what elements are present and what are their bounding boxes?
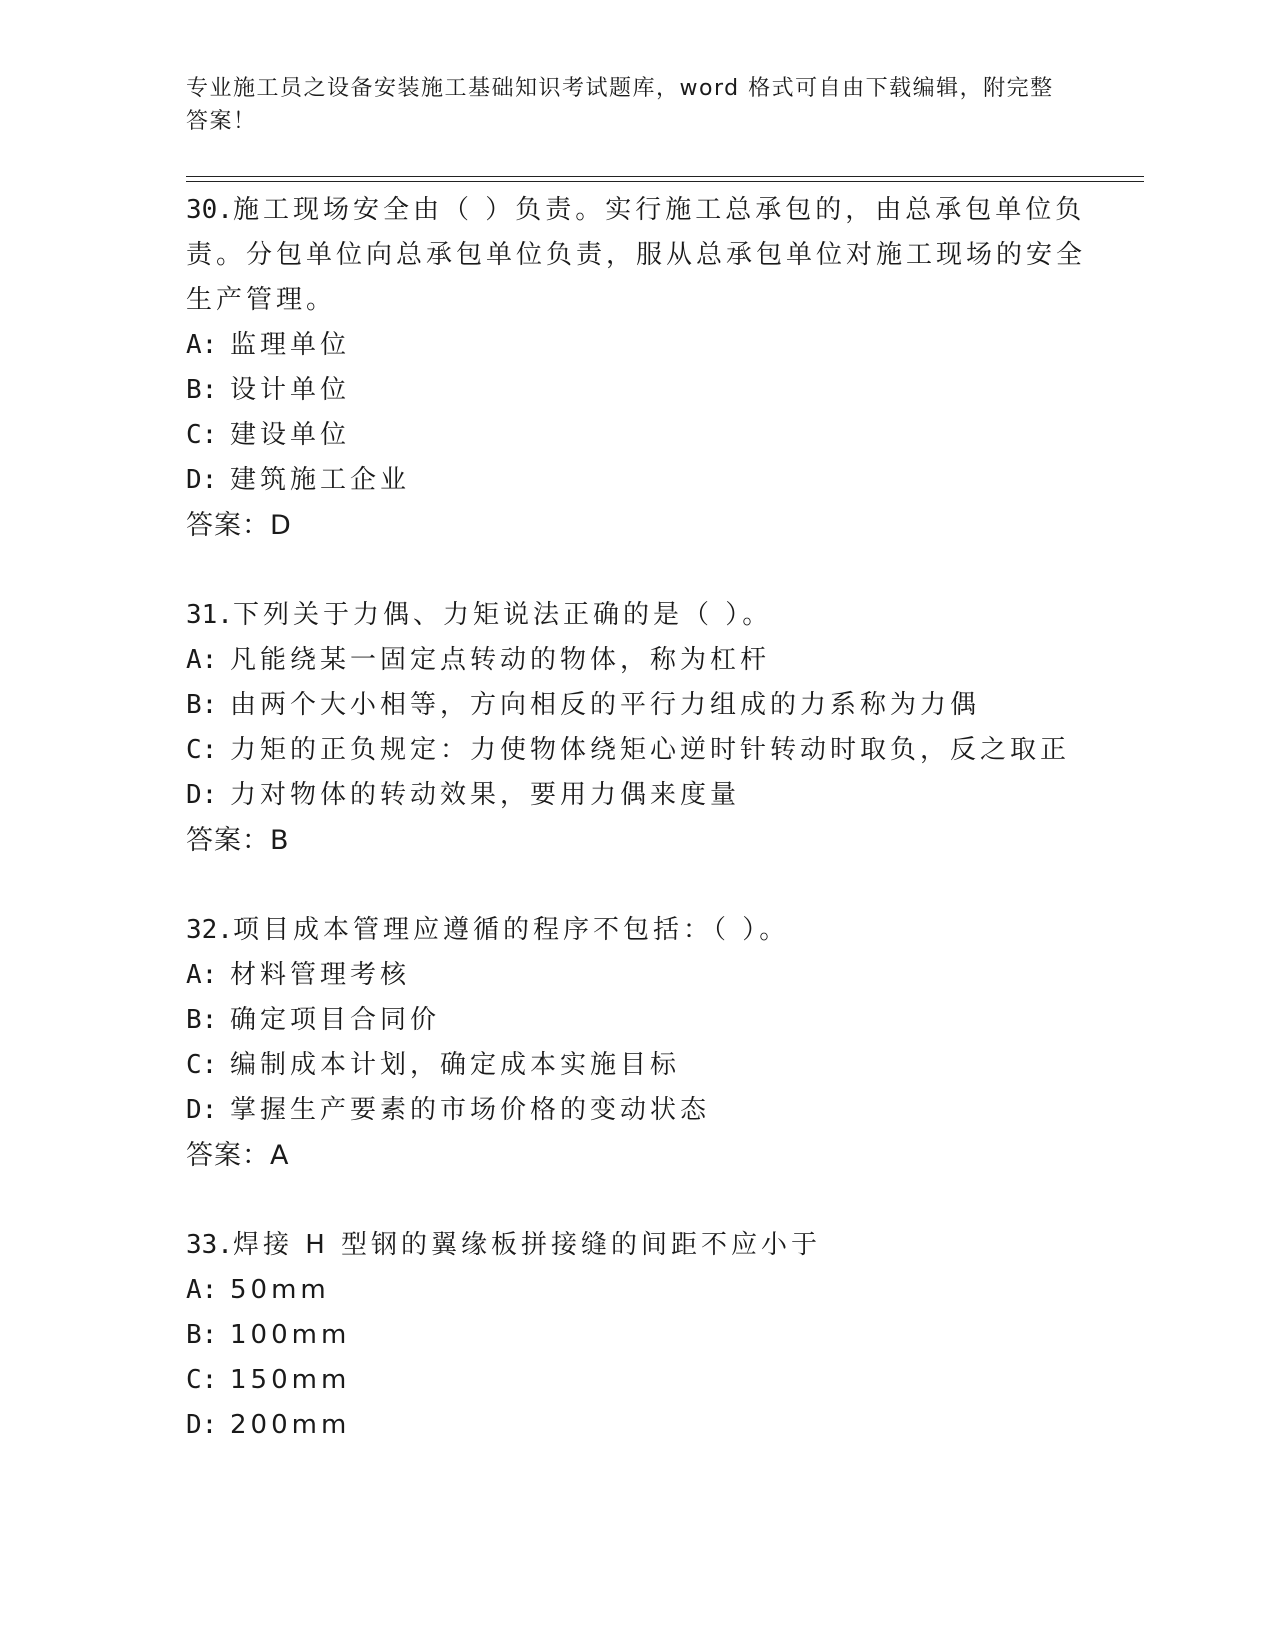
question-text (186, 1223, 1086, 1268)
option-text: 力矩的正负规定：力使物体绕矩心逆时针转动时取负，反之取正 (230, 735, 1071, 765)
option-key: B: (186, 1320, 218, 1350)
option-text: 200mm (230, 1410, 351, 1440)
option-key: A: (186, 330, 218, 360)
option-text: 由两个大小相等，方向相反的平行力组成的力系称为力偶 (230, 690, 981, 720)
option-key: C: (186, 1365, 218, 1395)
option-text: 编制成本计划，确定成本实施目标 (230, 1050, 681, 1080)
option-key: C: (186, 735, 218, 765)
question-text (186, 188, 1086, 323)
option-c (186, 1043, 1086, 1088)
option-c (186, 728, 1086, 773)
option-d (186, 773, 1086, 818)
answer-label: 答案：B (186, 825, 290, 856)
option-b (186, 683, 1086, 728)
question-number: 30. (186, 195, 233, 225)
option-text: 监理单位 (230, 330, 351, 360)
option-d (186, 1088, 1086, 1133)
option-text: 凡能绕某一固定点转动的物体，称为杠杆 (230, 645, 771, 675)
option-text: 100mm (230, 1320, 351, 1350)
question-number: 31. (186, 600, 233, 630)
option-a (186, 638, 1086, 683)
option-key: B: (186, 690, 218, 720)
question-31 (186, 593, 1086, 864)
option-text: 力对物体的转动效果，要用力偶来度量 (230, 780, 741, 810)
option-a (186, 1268, 1086, 1313)
header-divider (186, 176, 1144, 182)
document-header: 专业施工员之设备安装施工基础知识考试题库，word 格式可自由下载编辑，附完整答案！ (186, 76, 1054, 134)
option-key: C: (186, 1050, 218, 1080)
question-text (186, 593, 1086, 638)
question-text (186, 908, 1086, 953)
option-d (186, 458, 1086, 503)
option-text: 50mm (230, 1275, 330, 1305)
question-stem: 下列关于力偶、力矩说法正确的是（ ）。 (232, 600, 773, 630)
option-text: 设计单位 (230, 375, 351, 405)
answer-label: 答案：A (186, 1140, 290, 1171)
question-stem: 施工现场安全由（ ）负责。实行施工总承包的，由总承包单位负责。分包单位向总承包单位负责，服从总承包单位对施工现场的安全生产管理。 (186, 195, 1087, 315)
question-stem: 焊接 H 型钢的翼缘板拼接缝的间距不应小于 (232, 1230, 822, 1260)
option-key: B: (186, 375, 218, 405)
option-c (186, 413, 1086, 458)
option-key: B: (186, 1005, 218, 1035)
answer-label: 答案：D (186, 510, 292, 541)
option-key: D: (186, 1095, 218, 1125)
option-key: A: (186, 1275, 218, 1305)
option-b (186, 368, 1086, 413)
question-30 (186, 188, 1086, 549)
option-a (186, 953, 1086, 998)
option-key: D: (186, 780, 218, 810)
option-text: 材料管理考核 (230, 960, 411, 990)
option-key: C: (186, 420, 218, 450)
option-text: 150mm (230, 1365, 351, 1395)
option-key: D: (186, 1410, 218, 1440)
option-text: 建筑施工企业 (230, 465, 411, 495)
question-32 (186, 908, 1086, 1179)
question-stem: 项目成本管理应遵循的程序不包括：（ ）。 (232, 915, 790, 945)
option-text: 掌握生产要素的市场价格的变动状态 (230, 1095, 711, 1125)
option-a (186, 323, 1086, 368)
option-c (186, 1358, 1086, 1403)
question-list (186, 188, 1086, 1492)
question-number: 32. (186, 915, 233, 945)
option-key: A: (186, 960, 218, 990)
option-key: A: (186, 645, 218, 675)
question-33 (186, 1223, 1086, 1448)
option-b (186, 998, 1086, 1043)
option-text: 建设单位 (230, 420, 351, 450)
option-text: 确定项目合同价 (230, 1005, 441, 1035)
question-number: 33. (186, 1230, 233, 1260)
option-key: D: (186, 465, 218, 495)
option-b (186, 1313, 1086, 1358)
option-d (186, 1403, 1086, 1448)
